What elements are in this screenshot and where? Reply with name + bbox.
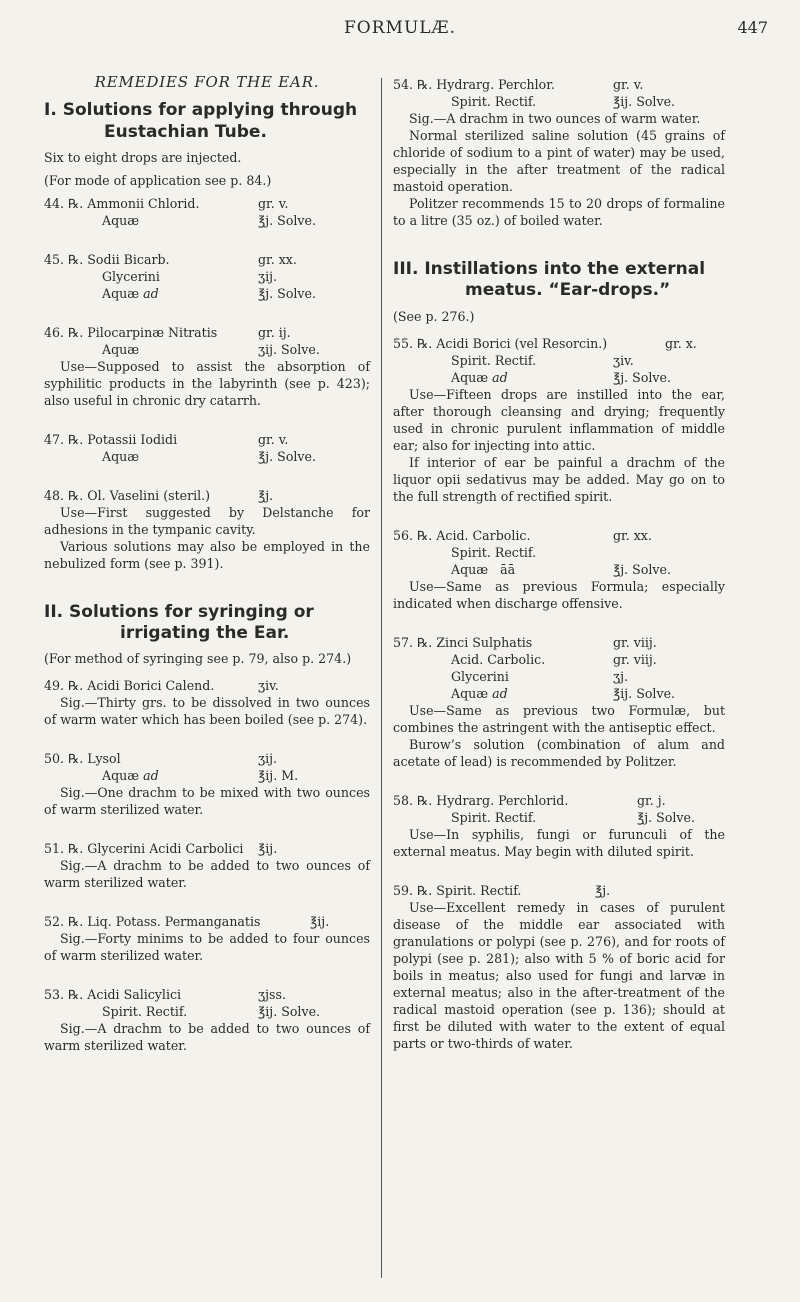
- column-divider: [381, 78, 382, 1278]
- quantity: ℥j. Solve.: [613, 369, 671, 385]
- ad-marker: ad: [143, 768, 159, 784]
- section-2-heading-line1: II. Solutions for syringing or: [44, 601, 314, 622]
- formula-57: [393, 634, 725, 770]
- formula-number: 49.: [44, 678, 65, 694]
- ingredient: Aquæ: [102, 285, 140, 301]
- section-3-intro: (See p. 276.): [393, 308, 475, 324]
- formula-51: [44, 840, 370, 891]
- signature-note: Sig.—A drachm to be added to two ounces of warm sterilized water.: [44, 858, 370, 891]
- ingredient: ℞. Acidi Salicylici: [68, 987, 182, 1003]
- section-3-heading: [393, 259, 725, 302]
- formula-number: 44.: [44, 195, 65, 211]
- note: Politzer recommends 15 to 20 drops of formaline to a litre (35 oz.) of boiled water.: [393, 196, 725, 228]
- quantity: gr. j.: [637, 792, 666, 808]
- ingredient: Glycerini: [451, 668, 509, 684]
- formula-59: [393, 882, 725, 1052]
- quantity: gr. v.: [613, 77, 644, 92]
- section-2-heading: [44, 602, 370, 645]
- use-note: Use—First suggested by Delstanche for adhesions in the tympanic cavity.: [44, 504, 370, 537]
- section-1-heading: [44, 100, 370, 143]
- ingredient: Spirit. Rectif.: [451, 809, 537, 825]
- formula-number: 48.: [44, 487, 65, 503]
- formula-54: [393, 76, 725, 229]
- formula-46: [44, 324, 370, 409]
- aa-marker: āā: [500, 561, 516, 577]
- quantity: ʒj.: [613, 668, 629, 684]
- use-note: Use—In syphilis, fungi or furunculi of the external meatus. May begin with diluted spirit.: [393, 826, 725, 859]
- use-note: Use—Fifteen drops are instilled into the ear, after thorough cleansing and drying; frequently used in chronic purulent inflammation of middle ear; also for injecting into attic.: [393, 386, 725, 453]
- quantity: ℥j. Solve.: [258, 285, 316, 301]
- section-1-intro: Six to eight drops are injected.: [44, 149, 242, 165]
- ingredient: ℞. Lysol: [68, 751, 121, 767]
- ingredient: ℞. Glycerini Acidi Carbolici: [68, 841, 244, 857]
- quantity: ℥j. Solve.: [613, 561, 671, 577]
- ingredient: ℞. Ammonii Chlorid.: [68, 195, 200, 211]
- quantity: ℥ij. M.: [258, 768, 299, 784]
- signature-note: Sig.—Thirty grs. to be dissolved in two ounces of warm water which has been boiled (see p. 274).: [44, 695, 370, 728]
- formula-53: [44, 986, 370, 1054]
- ad-marker: ad: [492, 369, 508, 385]
- ingredient: Spirit. Rectif.: [451, 94, 537, 109]
- formula-number: 45.: [44, 251, 65, 267]
- formula-50: [44, 750, 370, 818]
- use-note: Use—Same as previous Formula; especially indicated when discharge offensive.: [393, 578, 725, 611]
- quantity: ℥j. Solve.: [637, 809, 695, 825]
- formula-number: 51.: [44, 841, 65, 857]
- ingredient: ℞. Pilocarpinæ Nitratis: [68, 324, 218, 340]
- ingredient: ℞. Hydrarg. Perchlorid.: [417, 792, 569, 808]
- ingredient: ℞. Potassii Iodidi: [68, 431, 178, 447]
- ingredient: Spirit. Rectif.: [451, 544, 537, 560]
- quantity: gr. v.: [258, 195, 289, 211]
- quantity: gr. viij.: [613, 634, 657, 650]
- quantity: gr. viij.: [613, 651, 657, 667]
- ingredient: Acid. Carbolic.: [451, 651, 546, 667]
- ingredient: ℞. Spirit. Rectif.: [417, 882, 522, 898]
- use-note: Use—Supposed to assist the absorption of syphilitic products in the labyrinth (see p. 423); also useful in chronic dry catarrh.: [44, 358, 370, 408]
- ingredient: Aquæ: [102, 768, 140, 784]
- quantity: ʒiv.: [258, 678, 279, 694]
- quantity: gr. xx.: [258, 251, 297, 267]
- formula-45: [44, 251, 370, 302]
- note: Burow’s solution (combination of alum and acetate of lead) is recommended by Politzer.: [393, 736, 725, 769]
- quantity: ℥ij.: [310, 914, 330, 930]
- quantity: ℥j.: [258, 487, 274, 503]
- signature-note: Sig.—One drachm to be mixed with two ounces of warm sterilized water.: [44, 785, 370, 818]
- formula-56: [393, 527, 725, 612]
- formula-number: 54.: [393, 77, 414, 92]
- ingredient: ℞. Acid. Carbolic.: [417, 527, 531, 543]
- section-3-heading-line1: III. Instillations into the external: [393, 259, 706, 279]
- ingredient: Aquæ: [102, 212, 140, 228]
- quantity: ℥ij.: [258, 841, 278, 857]
- formula-number: 59.: [393, 882, 414, 898]
- quantity: ʒij.: [258, 268, 278, 284]
- formula-number: 55.: [393, 335, 414, 351]
- signature-note: Sig.—A drachm in two ounces of warm water.: [409, 111, 701, 126]
- formula-number: 47.: [44, 431, 65, 447]
- note: Normal sterilized saline solution (45 grains of chloride of sodium to a pint of water) may be used, especially in the after treatment of the radical mastoid operation.: [393, 128, 725, 194]
- formula-55: [393, 335, 725, 505]
- note: Various solutions may also be employed in the nebulized form (see p. 391).: [44, 538, 370, 571]
- section-1-mode: (For mode of application see p. 84.): [44, 172, 272, 188]
- quantity: gr. x.: [665, 335, 697, 351]
- left-column: [44, 62, 370, 1054]
- ingredient: Spirit. Rectif.: [102, 1004, 188, 1020]
- section-1-heading-line2: Eustachian Tube.: [104, 121, 267, 142]
- ingredient: ℞. Sodii Bicarb.: [68, 251, 170, 267]
- formula-44: [44, 195, 370, 229]
- quantity: ℥j. Solve.: [258, 212, 316, 228]
- section-2-intro: (For method of syringing see p. 79, also p. 274.): [44, 651, 352, 667]
- formula-number: 56.: [393, 527, 414, 543]
- page-number: 447: [737, 18, 768, 37]
- quantity: ℥ij. Solve.: [258, 1004, 321, 1020]
- ingredient: ℞. Zinci Sulphatis: [417, 634, 533, 650]
- formula-number: 50.: [44, 751, 65, 767]
- ingredient: Spirit. Rectif.: [451, 352, 537, 368]
- ingredient: Aquæ: [451, 561, 489, 577]
- ad-marker: ad: [143, 285, 159, 301]
- right-column: [393, 76, 725, 1052]
- formula-number: 53.: [44, 987, 65, 1003]
- ingredient: Glycerini: [102, 268, 160, 284]
- ingredient: Aquæ: [102, 341, 140, 357]
- use-note: Use—Excellent remedy in cases of purulent disease of the middle ear associated with granulations or polypi (see p. 276), and for roots of polypi (see p. 281); also with 5 % of boric acid for boils in meatus; also used for fungi and larvæ in external meatus; also in the after-treatment of the radical mastoid operation (see p. 136); should at first be diluted with water to the extent of equal parts or two-thirds of water.: [393, 899, 725, 1051]
- quantity: ℥ij. Solve.: [613, 94, 676, 109]
- formula-number: 46.: [44, 324, 65, 340]
- formula-52: [44, 913, 370, 964]
- ingredient: ℞. Hydrarg. Perchlor.: [417, 77, 555, 92]
- ingredient: Aquæ: [451, 685, 489, 701]
- section-1-heading-line1: I. Solutions for applying through: [44, 100, 358, 121]
- section-2-heading-line2: irrigating the Ear.: [120, 623, 290, 643]
- signature-note: Sig.—A drachm to be added to two ounces of warm sterilized water.: [44, 1021, 370, 1054]
- note: If interior of ear be painful a drachm of the liquor opii sedativus may be added. May go on to the full strength of rectified spirit.: [393, 454, 725, 504]
- quantity: ℥ij. Solve.: [613, 685, 676, 701]
- formula-number: 57.: [393, 634, 414, 650]
- formula-48: [44, 487, 370, 572]
- quantity: ʒiv.: [613, 352, 634, 368]
- ingredient: ℞. Ol. Vaselini (steril.): [68, 487, 211, 503]
- quantity: gr. ij.: [258, 324, 291, 340]
- formula-number: 58.: [393, 792, 414, 808]
- formula-58: [393, 792, 725, 860]
- ad-marker: ad: [492, 685, 508, 701]
- quantity: ʒij. Solve.: [258, 341, 320, 357]
- quantity: ʒjss.: [258, 987, 286, 1003]
- quantity: gr. v.: [258, 431, 289, 447]
- use-note: Use—Same as previous two Formulæ, but combines the astringent with the antiseptic effect.: [393, 702, 725, 735]
- formula-47: [44, 431, 370, 465]
- ingredient: ℞. Acidi Borici (vel Resorcin.): [417, 335, 608, 351]
- section-3-heading-line2: meatus. “Ear-drops.”: [465, 280, 671, 301]
- ingredient: Aquæ: [102, 448, 140, 464]
- ingredient: ℞. Acidi Borici Calend.: [68, 678, 215, 694]
- ingredient: Aquæ: [451, 369, 489, 385]
- quantity: ℥j.: [595, 882, 611, 898]
- ingredient: ℞. Liq. Potass. Permanganatis: [68, 914, 261, 930]
- quantity: gr. xx.: [613, 527, 652, 543]
- formula-number: 52.: [44, 914, 65, 930]
- quantity: ʒij.: [258, 751, 278, 767]
- signature-note: Sig.—Forty minims to be added to four ounces of warm sterilized water.: [44, 931, 370, 964]
- running-header: FORMULÆ.: [344, 18, 456, 38]
- remedies-title: REMEDIES FOR THE EAR.: [94, 73, 320, 91]
- quantity: ℥j. Solve.: [258, 448, 316, 464]
- formula-49: [44, 677, 370, 728]
